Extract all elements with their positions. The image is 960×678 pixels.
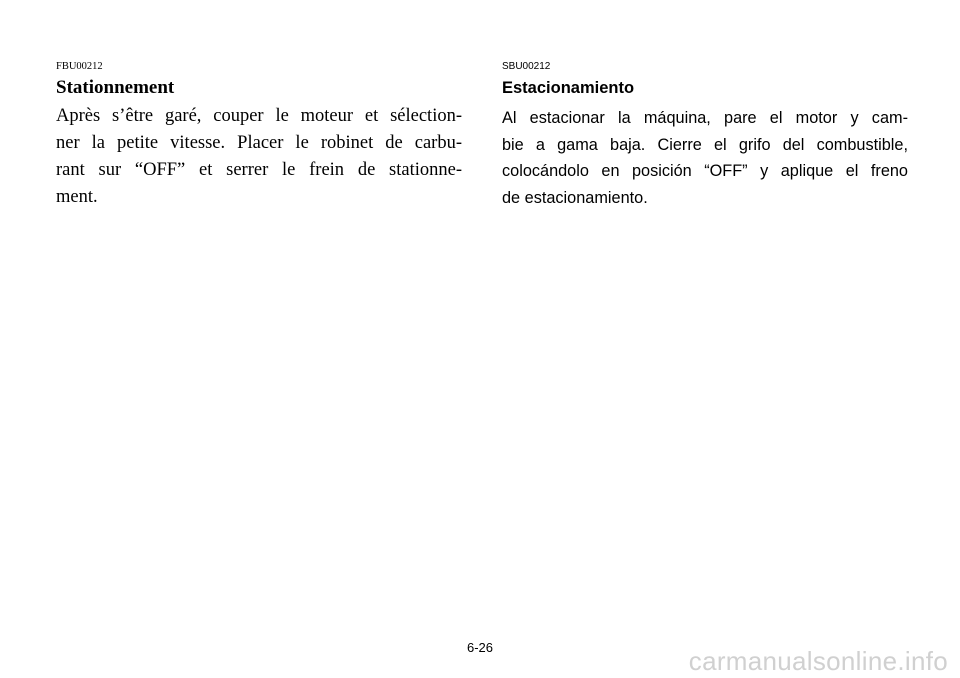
body-line: ment. — [56, 187, 98, 207]
body-line: Al estacionar la máquina, pare el motor y cam- — [502, 109, 908, 127]
section-code: SBU00212 — [502, 61, 551, 72]
section-code: FBU00212 — [56, 61, 103, 72]
page-number: 6-26 — [466, 640, 494, 655]
section-body — [502, 105, 908, 211]
section-title: Estacionamiento — [502, 79, 635, 97]
body-line: Après s’être garé, couper le moteur et sélection- — [56, 106, 462, 126]
section-body — [56, 103, 462, 211]
body-line: rant sur “OFF” et serrer le frein de stationne- — [56, 160, 462, 180]
body-line: colocándolo en posición “OFF” y aplique el freno — [502, 162, 908, 180]
body-line: bie a gama baja. Cierre el grifo del combustible, — [502, 135, 908, 154]
section-title: Stationnement — [56, 77, 175, 98]
watermark: carmanualsonline.info — [688, 646, 948, 676]
body-line: de estacionamiento. — [502, 188, 648, 207]
body-line: ner la petite vitesse. Placer le robinet de carbu- — [56, 133, 462, 153]
